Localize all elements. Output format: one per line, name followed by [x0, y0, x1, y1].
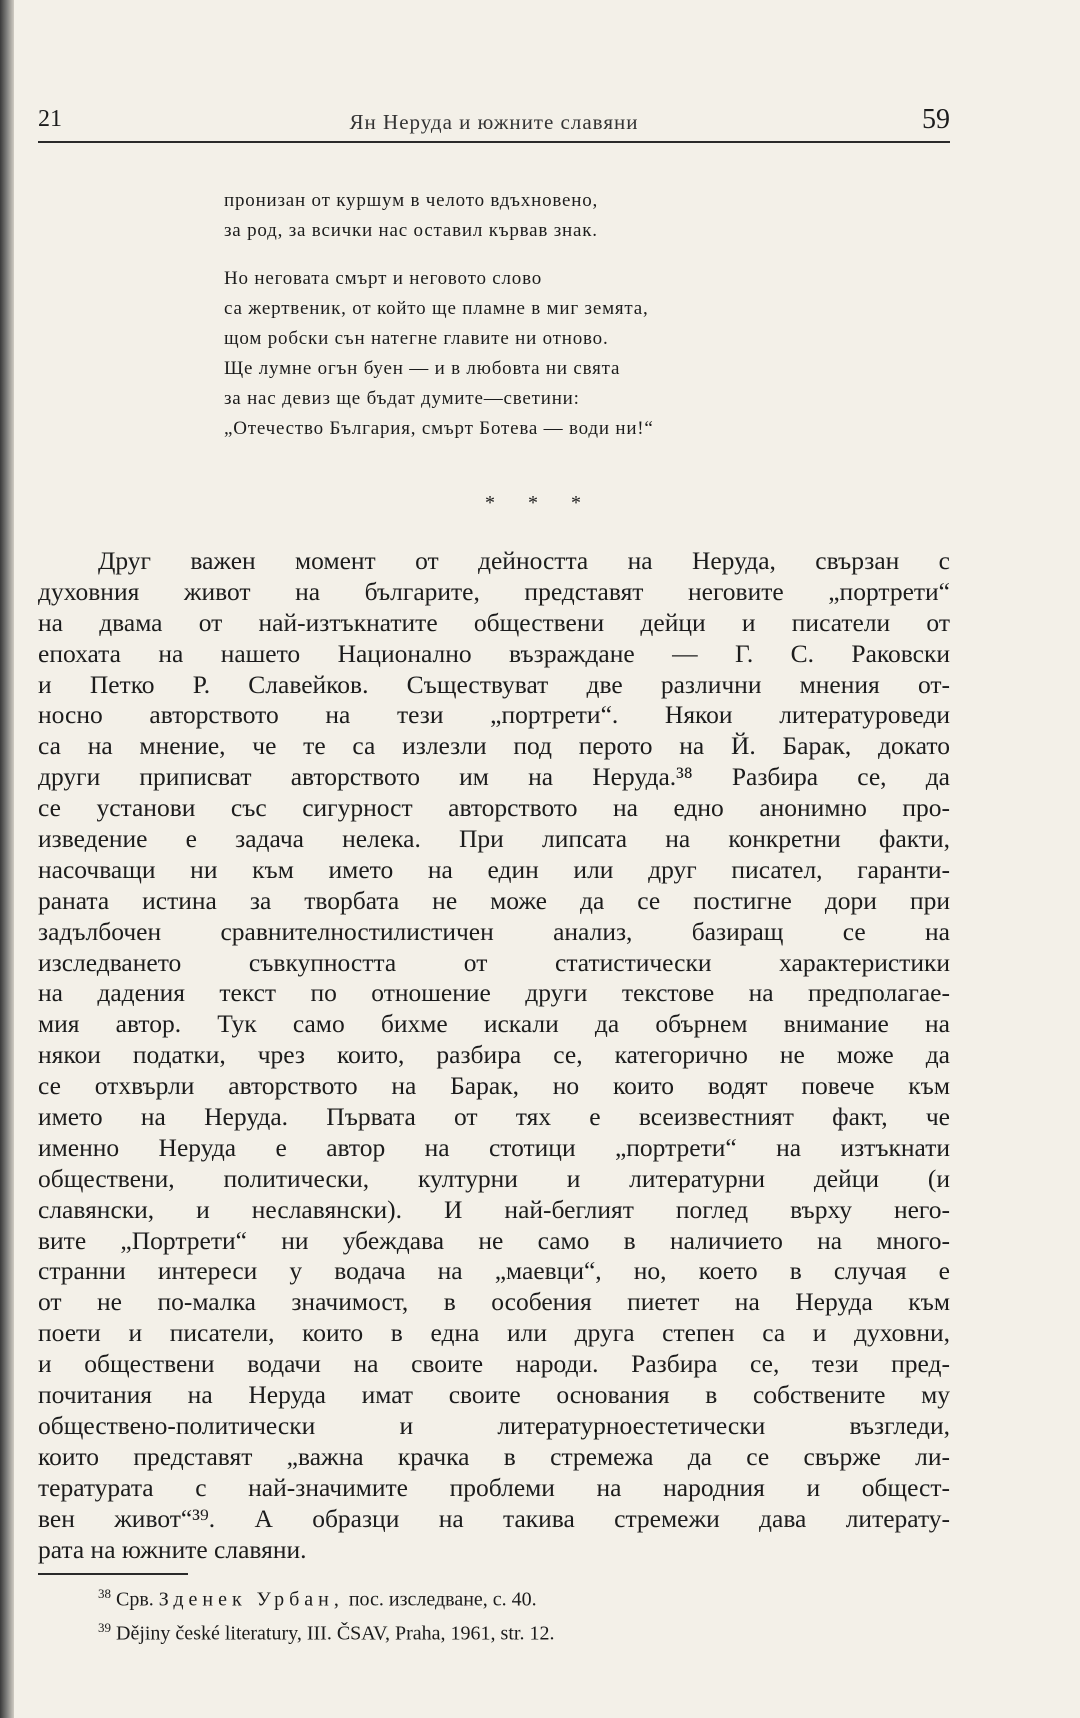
- poem-stanza: [224, 264, 864, 444]
- footnote-39: [98, 1614, 898, 1648]
- text-line: и обществени водачи на своите народи. Разбира се, тези пред-: [38, 1349, 950, 1379]
- poem-line: Ще лумне огън буен — и в любовта ни свята: [224, 358, 621, 379]
- poem-line: Но неговата смърт и неговото слово: [224, 268, 543, 289]
- text-line: на двама от най-изтъкнатите обществени дейци и писатели от: [38, 607, 950, 637]
- text-line: са на мнение, че те са излезли под перото на Й. Барак, докато: [38, 731, 950, 761]
- text-line: някои податки, чрез които, разбира се, категорично не може да: [38, 1040, 950, 1070]
- text-line: на дадения текст по отношение други текстове на предполагае-: [38, 978, 950, 1008]
- text-line: името на Неруда. Първата от тях е всеизвестният факт, че: [38, 1102, 950, 1132]
- poem-line: са жертвеник, от който ще пламне в миг земята,: [224, 298, 649, 319]
- main-paragraph: [38, 546, 950, 1565]
- text-line: насочващи ни към името на един или друг писател, гаранти-: [38, 854, 950, 884]
- text-line: се отхвърли авторството на Барак, но които водят повече към: [38, 1071, 950, 1101]
- text-line: духовния живот на българите, представят неговите „портрети“: [38, 576, 950, 606]
- poem-line: пронизан от куршум в челото вдъхновено,: [224, 190, 599, 211]
- text-line: обществено-политически и литературноестетически възгледи,: [38, 1410, 950, 1440]
- text-line: раната истина за творбата не може да се постигне дори при: [38, 885, 950, 915]
- section-separator: * * *: [485, 492, 595, 514]
- running-title: Ян Неруда и южните славяни: [349, 110, 639, 134]
- text-line: и Петко Р. Славейков. Съществуват две различни мнения от-: [38, 669, 950, 699]
- text-line: задълбочен сравнителностилистичен анализ, базиращ се на: [38, 916, 950, 946]
- text-line: мия автор. Тук само бихме искали да обърнем внимание на: [38, 1009, 950, 1039]
- footnote-text: пос. изследване, с. 40.: [348, 1588, 537, 1611]
- footnote-number: 39: [98, 1619, 111, 1635]
- book-spine-shadow: [0, 0, 14, 1718]
- text-line: от не по-малка значимост, в особения пиетет на Неруда към: [38, 1287, 950, 1317]
- text-line: изведение е задача нелека. При липсата на конкретни факти,: [38, 824, 950, 854]
- footnote-text: Dějiny české literatury, III. ČSAV, Praha, 1961, str. 12.: [116, 1622, 555, 1645]
- footnote-38: [98, 1580, 898, 1614]
- footnote-author: Зденек Урбан,: [158, 1588, 344, 1611]
- text-line: рата на южните славяни.: [38, 1534, 307, 1564]
- text-line: Друг важен момент от дейността на Неруда, свързан с: [98, 546, 950, 575]
- text-line: вен живот“³⁹. А образци на такива стремежи дава литерату-: [38, 1503, 950, 1533]
- text-line: странни интереси у водача на „маевци“, но, което в случая е: [38, 1256, 950, 1286]
- text-line: други приписват авторството им на Неруда.³⁸ Разбира се, да: [38, 762, 950, 792]
- footnote-text: Срв.: [116, 1588, 154, 1611]
- poem-line: „Отечество България, смърт Ботева — води ни!“: [224, 418, 654, 439]
- text-line: вите „Портрети“ ни убеждава не само в наличието на много-: [38, 1225, 950, 1255]
- text-line: обществени, политически, културни и литературни дейци (и: [38, 1163, 950, 1193]
- poem-line: щом робски сън натегне главите ни отново.: [224, 328, 609, 349]
- text-line: поети и писатели, които в една или друга степен са и духовни,: [38, 1318, 950, 1348]
- footnotes: [98, 1580, 898, 1647]
- poem-block: [224, 186, 864, 462]
- header-rule: [38, 141, 950, 143]
- page-number: 59: [922, 104, 950, 135]
- running-header: [38, 100, 950, 140]
- text-line: почитания на Неруда имат своите основания в собствените му: [38, 1380, 950, 1410]
- chapter-number: 21: [38, 106, 62, 132]
- text-line: именно Неруда е автор на стотици „портрети“ на изтъкнати: [38, 1132, 950, 1162]
- text-line: епохата на нашето Национално възраждане — Г. С. Раковски: [38, 638, 950, 668]
- poem-line: за нас девиз ще бъдат думите—светини:: [224, 388, 580, 409]
- text-line: които представят „важна крачка в стремежа да се свърже ли-: [38, 1441, 950, 1471]
- text-line: се установи със сигурност авторството на едно анонимно про-: [38, 793, 950, 823]
- poem-line: за род, за всички нас оставил кървав знак.: [224, 220, 598, 241]
- text-line: славянски, и неславянски). И най-беглият поглед върху него-: [38, 1194, 950, 1224]
- footnote-rule: [38, 1573, 188, 1575]
- text-line: носно авторството на тези „портрети“. Някои литературоведи: [38, 700, 950, 730]
- text-line: тературата с най-значимите проблеми на народния и общест-: [38, 1472, 950, 1502]
- footnote-number: 38: [98, 1586, 111, 1601]
- text-line: изследването съвкупността от статистически характеристики: [38, 947, 950, 977]
- poem-stanza: [224, 186, 864, 246]
